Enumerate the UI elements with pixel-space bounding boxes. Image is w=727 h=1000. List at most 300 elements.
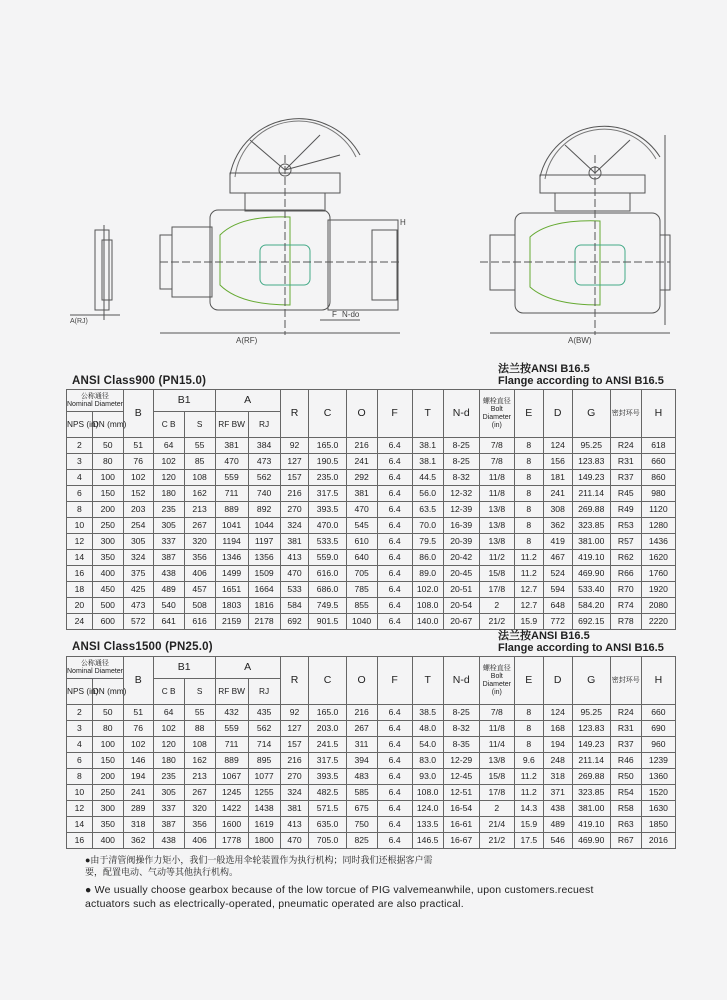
table-cell: 616	[184, 614, 215, 630]
table2-flange-title	[498, 630, 664, 654]
table-cell: R46	[610, 753, 641, 769]
table-cell: 146.5	[412, 833, 443, 849]
table-cell: 213	[184, 502, 215, 518]
table-cell: 6	[67, 486, 93, 502]
table-cell: 371	[543, 785, 572, 801]
table-cell: 1651	[215, 582, 248, 598]
table-cell: R74	[610, 598, 641, 614]
table-cell: 10	[67, 785, 93, 801]
table-cell: 8	[514, 454, 543, 470]
table-cell: 13/8	[479, 502, 514, 518]
table-cell: 211.14	[572, 753, 610, 769]
col-f: F	[377, 390, 412, 438]
col-bolt: 螺栓直径 Bolt Diameter (in)	[479, 390, 514, 438]
table-cell: 901.5	[309, 614, 346, 630]
table-cell: 323.85	[572, 785, 610, 801]
table-cell: 95.25	[572, 438, 610, 454]
table-cell: 1509	[248, 566, 280, 582]
table-cell: R31	[610, 454, 641, 470]
table-cell: 250	[92, 785, 123, 801]
table-cell: 85	[184, 454, 215, 470]
nominal-header: 公称通径 Nominal Diameter	[67, 390, 124, 412]
table-cell: 194	[543, 737, 572, 753]
col-e: E	[514, 390, 543, 438]
table-cell: 470	[280, 833, 309, 849]
table-cell: 124.0	[412, 801, 443, 817]
table-cell: 56.0	[412, 486, 443, 502]
class1500-table-body	[67, 705, 676, 849]
table-cell: 375	[123, 566, 153, 582]
table-cell: 44.5	[412, 470, 443, 486]
table-cell: 120	[153, 470, 184, 486]
table-cell: 860	[641, 470, 675, 486]
table-cell: R63	[610, 817, 641, 833]
table-cell: 324	[123, 550, 153, 566]
table-cell: 15.9	[514, 614, 543, 630]
table-cell: 13/8	[479, 753, 514, 769]
table-cell: 20-51	[443, 582, 479, 598]
note-cn-line1: ●由于清管阀操作力矩小，我们一般选用伞轮装置作为执行机构；同时我们还根据客户需	[85, 855, 433, 865]
table1-flange-title-en: Flange according to ANSI B16.5	[498, 375, 664, 387]
table-cell: 413	[280, 550, 309, 566]
table-cell: 610	[346, 534, 377, 550]
table-cell: 1356	[248, 550, 280, 566]
table-cell: 641	[153, 614, 184, 630]
table1-flange-title	[498, 363, 664, 387]
table-cell: 50	[92, 438, 123, 454]
side-view-flange	[70, 225, 120, 320]
table-cell: 123.83	[572, 454, 610, 470]
table-cell: 216	[346, 438, 377, 454]
table-row	[67, 614, 676, 630]
nominal-header: 公称通径 Nominal Diameter	[67, 657, 124, 679]
table-cell: 6.4	[377, 518, 412, 534]
table-cell: 393.5	[309, 769, 346, 785]
table-cell: 216	[280, 486, 309, 502]
table-cell: 149.23	[572, 737, 610, 753]
table-cell: 6.4	[377, 454, 412, 470]
table-cell: R53	[610, 518, 641, 534]
table-row	[67, 486, 676, 502]
table2-flange-title-en: Flange according to ANSI B16.5	[498, 642, 664, 654]
table-cell: 8-25	[443, 454, 479, 470]
table-cell: 9.6	[514, 753, 543, 769]
table-row	[67, 753, 676, 769]
table-cell: 749.5	[309, 598, 346, 614]
table-cell: 76	[123, 721, 153, 737]
table-cell: 1620	[641, 550, 675, 566]
table-cell: 6.4	[377, 550, 412, 566]
table-cell: 1067	[215, 769, 248, 785]
table-row	[67, 721, 676, 737]
table-cell: 55	[184, 438, 215, 454]
table-cell: 711	[215, 737, 248, 753]
table-cell: 432	[215, 705, 248, 721]
table-cell: 740	[248, 486, 280, 502]
table-cell: 16	[67, 833, 93, 849]
label-a-bw: A(BW)	[568, 336, 592, 345]
table-row	[67, 582, 676, 598]
table-cell: 64	[153, 438, 184, 454]
table-cell: 889	[215, 502, 248, 518]
table-cell: 438	[153, 566, 184, 582]
col-r: R	[280, 657, 309, 705]
table-cell: 508	[184, 598, 215, 614]
table-cell: 250	[92, 518, 123, 534]
table-row	[67, 550, 676, 566]
table-cell: 15/8	[479, 566, 514, 582]
table-cell: 438	[153, 833, 184, 849]
table-cell: 92	[280, 438, 309, 454]
table-cell: 8	[514, 438, 543, 454]
table-cell: 393.5	[309, 502, 346, 518]
table-cell: 267	[184, 785, 215, 801]
table-cell: 8	[514, 486, 543, 502]
col-a: A	[215, 390, 280, 412]
table-cell: 100	[92, 470, 123, 486]
table-cell: 559	[215, 470, 248, 486]
table-cell: 2016	[641, 833, 675, 849]
table-cell: 124	[543, 705, 572, 721]
table-cell: 381	[280, 534, 309, 550]
table-cell: 11/8	[479, 470, 514, 486]
table-cell: 705.0	[309, 833, 346, 849]
table-cell: 4	[67, 470, 93, 486]
table-cell: 17/8	[479, 785, 514, 801]
table-cell: 711	[215, 486, 248, 502]
table-cell: 6	[67, 753, 93, 769]
table-cell: 1280	[641, 518, 675, 534]
table-cell: 600	[92, 614, 123, 630]
table-cell: R24	[610, 705, 641, 721]
table-cell: 1194	[215, 534, 248, 550]
col-h: H	[641, 657, 675, 705]
col-h: H	[641, 390, 675, 438]
table-row	[67, 817, 676, 833]
table-cell: 772	[543, 614, 572, 630]
col-s: S	[184, 412, 215, 438]
table-cell: 162	[184, 753, 215, 769]
table-cell: 384	[248, 438, 280, 454]
table-cell: 660	[641, 705, 675, 721]
left-valve-drawing	[160, 119, 400, 335]
table-cell: R57	[610, 534, 641, 550]
col-c: C	[309, 657, 346, 705]
table-cell: 14	[67, 817, 93, 833]
table-cell: 381.00	[572, 801, 610, 817]
table-cell: 1041	[215, 518, 248, 534]
table-cell: 80	[92, 454, 123, 470]
table-cell: 533	[280, 582, 309, 598]
table-cell: 311	[346, 737, 377, 753]
table-cell: 100	[92, 737, 123, 753]
table-cell: R67	[610, 833, 641, 849]
table-cell: 17/8	[479, 582, 514, 598]
table-cell: 6.4	[377, 753, 412, 769]
table-cell: 80	[92, 721, 123, 737]
table-cell: 489	[543, 817, 572, 833]
col-b: B	[123, 390, 153, 438]
table-cell: 102.0	[412, 582, 443, 598]
table-cell: 216	[280, 753, 309, 769]
table-cell: 102	[123, 470, 153, 486]
table-cell: 48.0	[412, 721, 443, 737]
table-cell: 267	[184, 518, 215, 534]
table-cell: 1245	[215, 785, 248, 801]
table-cell: 1422	[215, 801, 248, 817]
table-cell: 235	[153, 502, 184, 518]
table-cell: 6.4	[377, 566, 412, 582]
table-cell: 381.00	[572, 534, 610, 550]
col-o: O	[346, 390, 377, 438]
col-dn: DN (mm)	[92, 412, 123, 438]
table-cell: R70	[610, 582, 641, 598]
table-cell: 127	[280, 454, 309, 470]
table-cell: 648	[543, 598, 572, 614]
table-cell: 13/8	[479, 518, 514, 534]
label-n-do: N-do	[342, 310, 360, 319]
table-cell: 55	[184, 705, 215, 721]
table1-title: ANSI Class900 (PN15.0)	[72, 375, 207, 387]
table-cell: 12	[67, 801, 93, 817]
table-row	[67, 454, 676, 470]
table-cell: 203.0	[309, 721, 346, 737]
table-cell: 381	[280, 801, 309, 817]
table-cell: 1499	[215, 566, 248, 582]
table-cell: 16	[67, 566, 93, 582]
table-cell: 8	[514, 721, 543, 737]
table-cell: 2	[479, 801, 514, 817]
table-cell: 200	[92, 769, 123, 785]
table-cell: 889	[215, 753, 248, 769]
table2-title: ANSI Class1500 (PN25.0)	[72, 641, 213, 653]
table-cell: 545	[346, 518, 377, 534]
table-cell: 2	[479, 598, 514, 614]
col-b1: B1	[153, 657, 215, 679]
table2-flange-title-cn: 法兰按ANSI B16.5	[498, 630, 590, 642]
table-cell: 289	[123, 801, 153, 817]
table-cell: 1850	[641, 817, 675, 833]
table-cell: 120	[153, 737, 184, 753]
col-g: G	[572, 657, 610, 705]
table-cell: 8	[514, 470, 543, 486]
table-cell: 241.5	[309, 737, 346, 753]
table-row	[67, 518, 676, 534]
table-cell: 12.7	[514, 598, 543, 614]
table-cell: 12-39	[443, 502, 479, 518]
table-cell: 292	[346, 470, 377, 486]
table-cell: 20	[67, 598, 93, 614]
table-cell: 6.4	[377, 769, 412, 785]
table-cell: 270	[280, 502, 309, 518]
table-cell: 584.20	[572, 598, 610, 614]
table-cell: 483	[346, 769, 377, 785]
table-cell: 1619	[248, 817, 280, 833]
table-cell: 559	[215, 721, 248, 737]
table-cell: 8	[67, 502, 93, 518]
table-cell: R49	[610, 502, 641, 518]
table-cell: 892	[248, 502, 280, 518]
table-cell: 11.2	[514, 785, 543, 801]
table-cell: 3	[67, 721, 93, 737]
table-cell: 356	[184, 550, 215, 566]
table-cell: 108	[184, 737, 215, 753]
table-cell: 102	[153, 454, 184, 470]
table-cell: 675	[346, 801, 377, 817]
table-cell: 2080	[641, 598, 675, 614]
table-cell: 11/4	[479, 737, 514, 753]
table-cell: 1255	[248, 785, 280, 801]
col-t: T	[412, 390, 443, 438]
table-cell: 14	[67, 550, 93, 566]
col-nd: N-d	[443, 657, 479, 705]
table-cell: 6.4	[377, 614, 412, 630]
table-cell: 267	[346, 721, 377, 737]
table-cell: 467	[543, 550, 572, 566]
table-cell: R50	[610, 769, 641, 785]
table-cell: 235	[153, 769, 184, 785]
table-cell: 540	[153, 598, 184, 614]
table-cell: R78	[610, 614, 641, 630]
table-cell: 133.5	[412, 817, 443, 833]
col-o: O	[346, 657, 377, 705]
col-d: D	[543, 390, 572, 438]
valve-drawings	[60, 95, 670, 355]
table-cell: 7/8	[479, 454, 514, 470]
col-d: D	[543, 657, 572, 705]
table-cell: 51	[123, 705, 153, 721]
table-cell: 149.23	[572, 470, 610, 486]
table-cell: R62	[610, 550, 641, 566]
table-cell: 750	[346, 817, 377, 833]
table-cell: 254	[123, 518, 153, 534]
table-cell: 825	[346, 833, 377, 849]
col-dn: DN (mm)	[92, 679, 123, 705]
table-cell: R37	[610, 737, 641, 753]
table-cell: 594	[543, 582, 572, 598]
table-cell: 1630	[641, 801, 675, 817]
table-cell: 12-32	[443, 486, 479, 502]
table-cell: R58	[610, 801, 641, 817]
table-cell: 95.25	[572, 705, 610, 721]
table-cell: 2	[67, 705, 93, 721]
table-cell: 38.1	[412, 454, 443, 470]
table-cell: 317.5	[309, 486, 346, 502]
table-cell: 457	[184, 582, 215, 598]
table-cell: 2	[67, 438, 93, 454]
table-cell: 1800	[248, 833, 280, 849]
table-cell: 269.88	[572, 502, 610, 518]
table-cell: 469.90	[572, 566, 610, 582]
table-cell: 470	[215, 454, 248, 470]
table-cell: 51	[123, 438, 153, 454]
col-rfbw: RF BW	[215, 412, 248, 438]
col-s: S	[184, 679, 215, 705]
col-b: B	[123, 657, 153, 705]
table-cell: 194	[123, 769, 153, 785]
note-cn-line2: 要，配置电动、气动等其他执行机构。	[85, 867, 239, 877]
table-row	[67, 534, 676, 550]
table-cell: 980	[641, 486, 675, 502]
table-row	[67, 566, 676, 582]
table-cell: 690	[641, 721, 675, 737]
table-cell: 350	[92, 817, 123, 833]
col-rfbw: RF BW	[215, 679, 248, 705]
table-cell: 6.4	[377, 582, 412, 598]
table-cell: 1040	[346, 614, 377, 630]
table-row	[67, 598, 676, 614]
table-cell: 6.4	[377, 534, 412, 550]
table-cell: 241	[543, 486, 572, 502]
table-cell: 559.0	[309, 550, 346, 566]
table-cell: 8	[514, 705, 543, 721]
table-cell: 168	[543, 721, 572, 737]
table-row	[67, 801, 676, 817]
col-b1: B1	[153, 390, 215, 412]
table-cell: 13/8	[479, 534, 514, 550]
table-cell: 469.90	[572, 833, 610, 849]
note-en: ● We usually choose gearbox because of the low torcue of PIG valvemeanwhile, upon customers.recuest actuators such as electrically-operated, pneumatic operated are also practical.	[85, 884, 594, 910]
table-cell: 470	[346, 502, 377, 518]
table-cell: 686.0	[309, 582, 346, 598]
table-row	[67, 785, 676, 801]
table-cell: 92	[280, 705, 309, 721]
col-r: R	[280, 390, 309, 438]
table-cell: 11.2	[514, 550, 543, 566]
table-cell: 6.4	[377, 486, 412, 502]
label-a-rf: A(RF)	[236, 336, 258, 345]
table-cell: 300	[92, 801, 123, 817]
table-cell: 89.0	[412, 566, 443, 582]
table-cell: 12	[67, 534, 93, 550]
table-row	[67, 705, 676, 721]
table-cell: 10	[67, 518, 93, 534]
table-cell: 102	[123, 737, 153, 753]
table-cell: 714	[248, 737, 280, 753]
table-cell: R37	[610, 470, 641, 486]
table-cell: 20-45	[443, 566, 479, 582]
table-cell: 6.4	[377, 721, 412, 737]
col-nps: NPS (in)	[67, 412, 93, 438]
table-cell: 2178	[248, 614, 280, 630]
table-cell: 150	[92, 753, 123, 769]
notes	[85, 854, 605, 911]
class1500-table	[66, 656, 676, 849]
col-ring: 密封环号	[610, 390, 641, 438]
table-cell: 8-25	[443, 438, 479, 454]
table-cell: 241	[346, 454, 377, 470]
table-cell: R31	[610, 721, 641, 737]
table-cell: 1520	[641, 785, 675, 801]
table-cell: R66	[610, 566, 641, 582]
table-cell: 6.4	[377, 470, 412, 486]
table-cell: 15/8	[479, 769, 514, 785]
table-cell: 70.0	[412, 518, 443, 534]
table-cell: 660	[641, 454, 675, 470]
col-c: C	[309, 390, 346, 438]
table-cell: 12-51	[443, 785, 479, 801]
table-cell: 425	[123, 582, 153, 598]
table-cell: 413	[280, 817, 309, 833]
table-cell: 692	[280, 614, 309, 630]
table-cell: 8-35	[443, 737, 479, 753]
table-cell: 546	[543, 833, 572, 849]
col-nd: N-d	[443, 390, 479, 438]
table-cell: 8-32	[443, 470, 479, 486]
table-cell: 317.5	[309, 753, 346, 769]
table-cell: 216	[346, 705, 377, 721]
table-cell: 1816	[248, 598, 280, 614]
